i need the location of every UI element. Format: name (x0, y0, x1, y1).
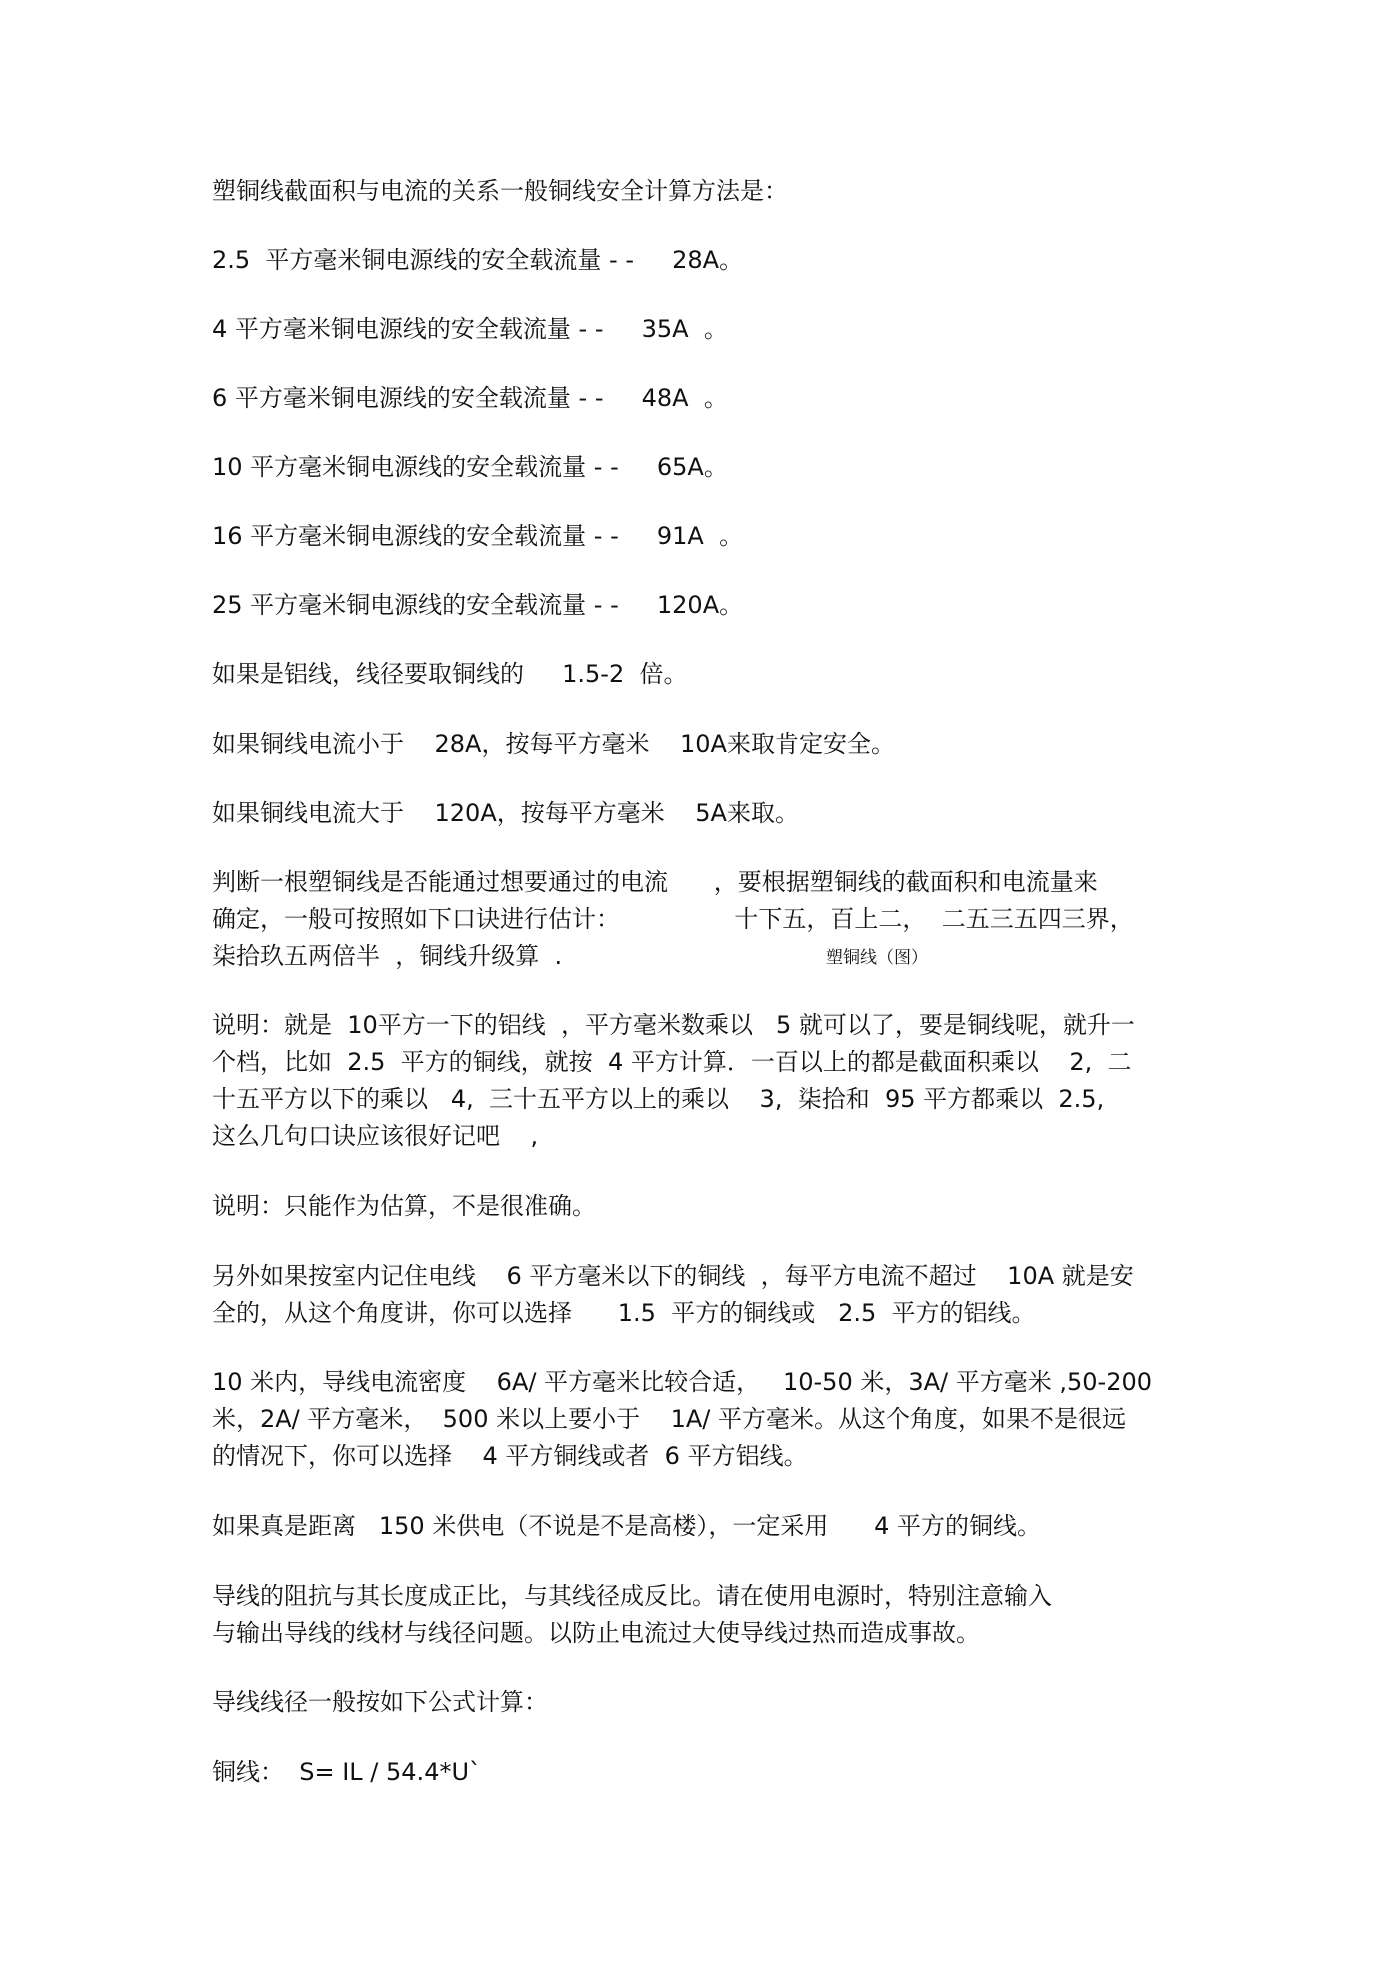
indoor-note-line-1: 另外如果按室内记住电线 6 平方毫米以下的铜线 ，每平方电流不超过 10A 就是安 (212, 1262, 1134, 1290)
explanation-1-line-4: 这么几句口诀应该很好记吧 , (212, 1122, 539, 1150)
explanation-1-line-3: 十五平方以下的乘以 4, 三十五平方以上的乘以 3, 柒拾和 95 平方都乘以 2.5, (212, 1085, 1105, 1113)
below-28a-note: 如果铜线电流小于 28A，按每平方毫米 10A来取肯定安全。 (212, 730, 895, 758)
rhyme-intro-line-3: 柒拾玖五两倍半 ，铜线升级算 . (212, 942, 563, 970)
rating-line-4: 4 平方毫米铜电源线的安全载流量 - - 35A 。 (212, 315, 728, 343)
rhyme-intro-line-1: 判断一根塑铜线是否能通过想要通过的电流 ，要根据塑铜线的截面积和电流量来 (212, 868, 1098, 896)
impedance-note-line-1: 导线的阻抗与其长度成正比，与其线径成反比。请在使用电源时，特别注意输入 (212, 1582, 1052, 1610)
rating-line-16: 16 平方毫米铜电源线的安全载流量 - - 91A 。 (212, 522, 744, 550)
rating-line-25: 25 平方毫米铜电源线的安全载流量 - - 120A。 (212, 591, 744, 619)
rhyme-intro-line-2: 确定，一般可按照如下口诀进行估计： 十下五，百上二， 二五三五四三界， (212, 905, 1134, 933)
above-120a-note: 如果铜线电流大于 120A，按每平方毫米 5A来取。 (212, 799, 799, 827)
formula-intro: 导线线径一般按如下公式计算： (212, 1688, 548, 1716)
explanation-1-line-2: 个档，比如 2.5 平方的铜线，就按 4 平方计算．一百以上的都是截面积乘以 2, 二 (212, 1048, 1132, 1076)
indoor-note-line-2: 全的，从这个角度讲，你可以选择 1.5 平方的铜线或 2.5 平方的铝线。 (212, 1299, 1036, 1327)
long-distance-note: 如果真是距离 150 米供电（不说是不是高楼），一定采用 4 平方的铜线。 (212, 1512, 1041, 1540)
distance-note-line-3: 的情况下，你可以选择 4 平方铜线或者 6 平方铝线。 (212, 1442, 808, 1470)
rating-line-6: 6 平方毫米铜电源线的安全载流量 - - 48A 。 (212, 384, 728, 412)
explanation-1-line-1: 说明：就是 10平方一下的铝线 ，平方毫米数乘以 5 就可以了，要是铜线呢，就升一 (212, 1011, 1135, 1039)
figure-caption: 塑铜线（图） (826, 948, 928, 968)
aluminum-note: 如果是铝线，线径要取铜线的 1.5-2 倍。 (212, 660, 688, 688)
explanation-2: 说明：只能作为估算，不是很准确。 (212, 1192, 596, 1220)
copper-formula: 铜线： S= IL / 54.4*U` (212, 1758, 482, 1786)
rating-line-10: 10 平方毫米铜电源线的安全载流量 - - 65A。 (212, 453, 728, 481)
impedance-note-line-2: 与输出导线的线材与线径问题。以防止电流过大使导线过热而造成事故。 (212, 1619, 980, 1647)
distance-note-line-1: 10 米内，导线电流密度 6A/ 平方毫米比较合适， 10-50 米，3A/ 平方毫米 ,50-200 (212, 1368, 1153, 1396)
distance-note-line-2: 米，2A/ 平方毫米， 500 米以上要小于 1A/ 平方毫米。从这个角度，如果不是很远 (212, 1405, 1127, 1433)
document-title: 塑铜线截面积与电流的关系一般铜线安全计算方法是： (212, 177, 788, 205)
rating-line-2-5: 2.5 平方毫米铜电源线的安全载流量 - - 28A。 (212, 246, 744, 274)
